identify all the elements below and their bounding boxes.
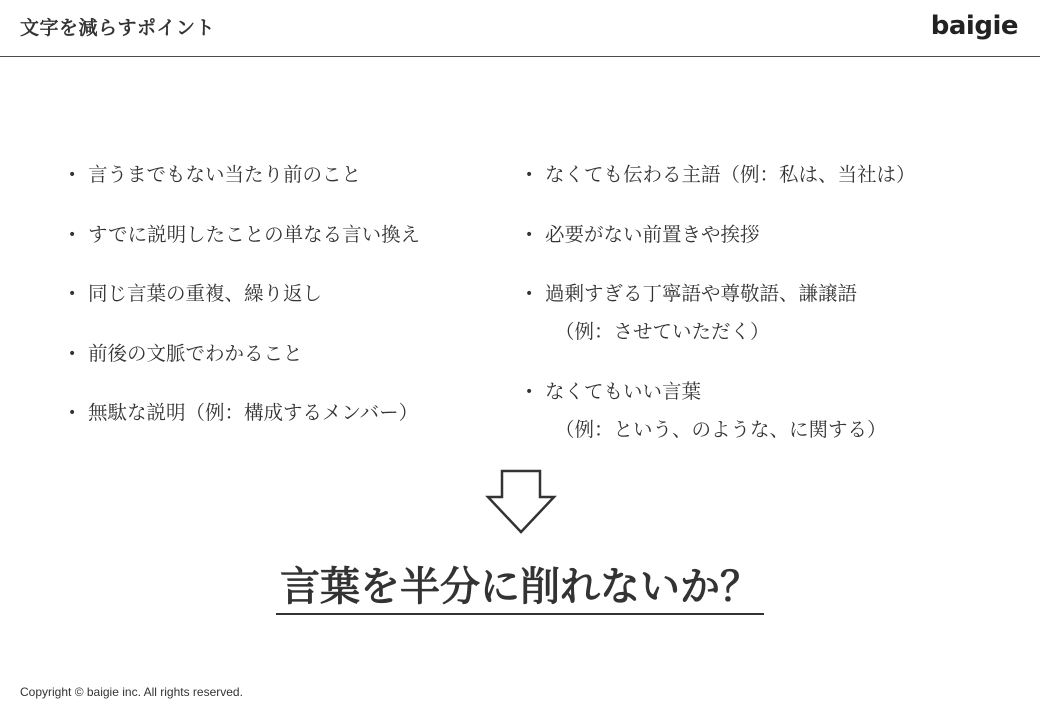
bullet-icon: •	[68, 286, 77, 302]
slide-header	[0, 0, 1040, 57]
list-item	[68, 394, 508, 432]
list-item	[525, 275, 1025, 351]
list-item-text: 前後の文脈でわかること	[88, 341, 303, 365]
list-item	[68, 216, 508, 254]
bullet-icon: •	[68, 167, 77, 183]
list-item-text: すでに説明したことの単なる言い換え	[88, 222, 421, 246]
list-item-text: 無駄な説明（例：構成するメンバー）	[88, 401, 419, 424]
conclusion	[0, 561, 1040, 615]
left-bullet-list	[68, 156, 508, 454]
list-item	[68, 156, 508, 194]
bullet-icon: •	[525, 383, 534, 400]
list-item-text: 過剰すぎる丁寧語や尊敬語、謙譲語	[545, 282, 858, 305]
list-item-text: なくてもいい言葉	[545, 379, 702, 403]
list-item-text: 言うまでもない当たり前のこと	[88, 163, 362, 186]
brand-logo: baigie	[930, 11, 1018, 41]
list-item-example: （例：という、のような、に関する）	[555, 417, 887, 441]
copyright-footer: Copyright © baigie inc. All rights reserved.	[20, 685, 243, 699]
slide-title: 文字を減らすポイント	[20, 17, 216, 39]
list-item-text: なくても伝わる主語（例：私は、当社は）	[545, 163, 916, 186]
conclusion-text: 言葉を半分に削れないか？	[276, 561, 764, 615]
list-item	[525, 373, 1025, 449]
list-item	[525, 216, 1025, 254]
bullet-icon: •	[525, 286, 534, 302]
list-item	[68, 275, 508, 313]
right-bullet-list	[525, 156, 1025, 470]
bullet-icon: •	[525, 167, 534, 183]
list-item	[525, 156, 1025, 194]
bullet-icon: •	[68, 405, 77, 421]
list-item-text: 同じ言葉の重複、繰り返し	[88, 282, 323, 305]
bullet-icon: •	[68, 345, 77, 362]
bullet-icon: •	[68, 226, 77, 243]
list-item-text: 必要がない前置きや挨拶	[545, 222, 760, 246]
list-item	[68, 335, 508, 373]
down-arrow-icon	[485, 469, 557, 535]
bullet-icon: •	[525, 226, 534, 243]
list-item-example: （例：させていただく）	[555, 320, 770, 343]
